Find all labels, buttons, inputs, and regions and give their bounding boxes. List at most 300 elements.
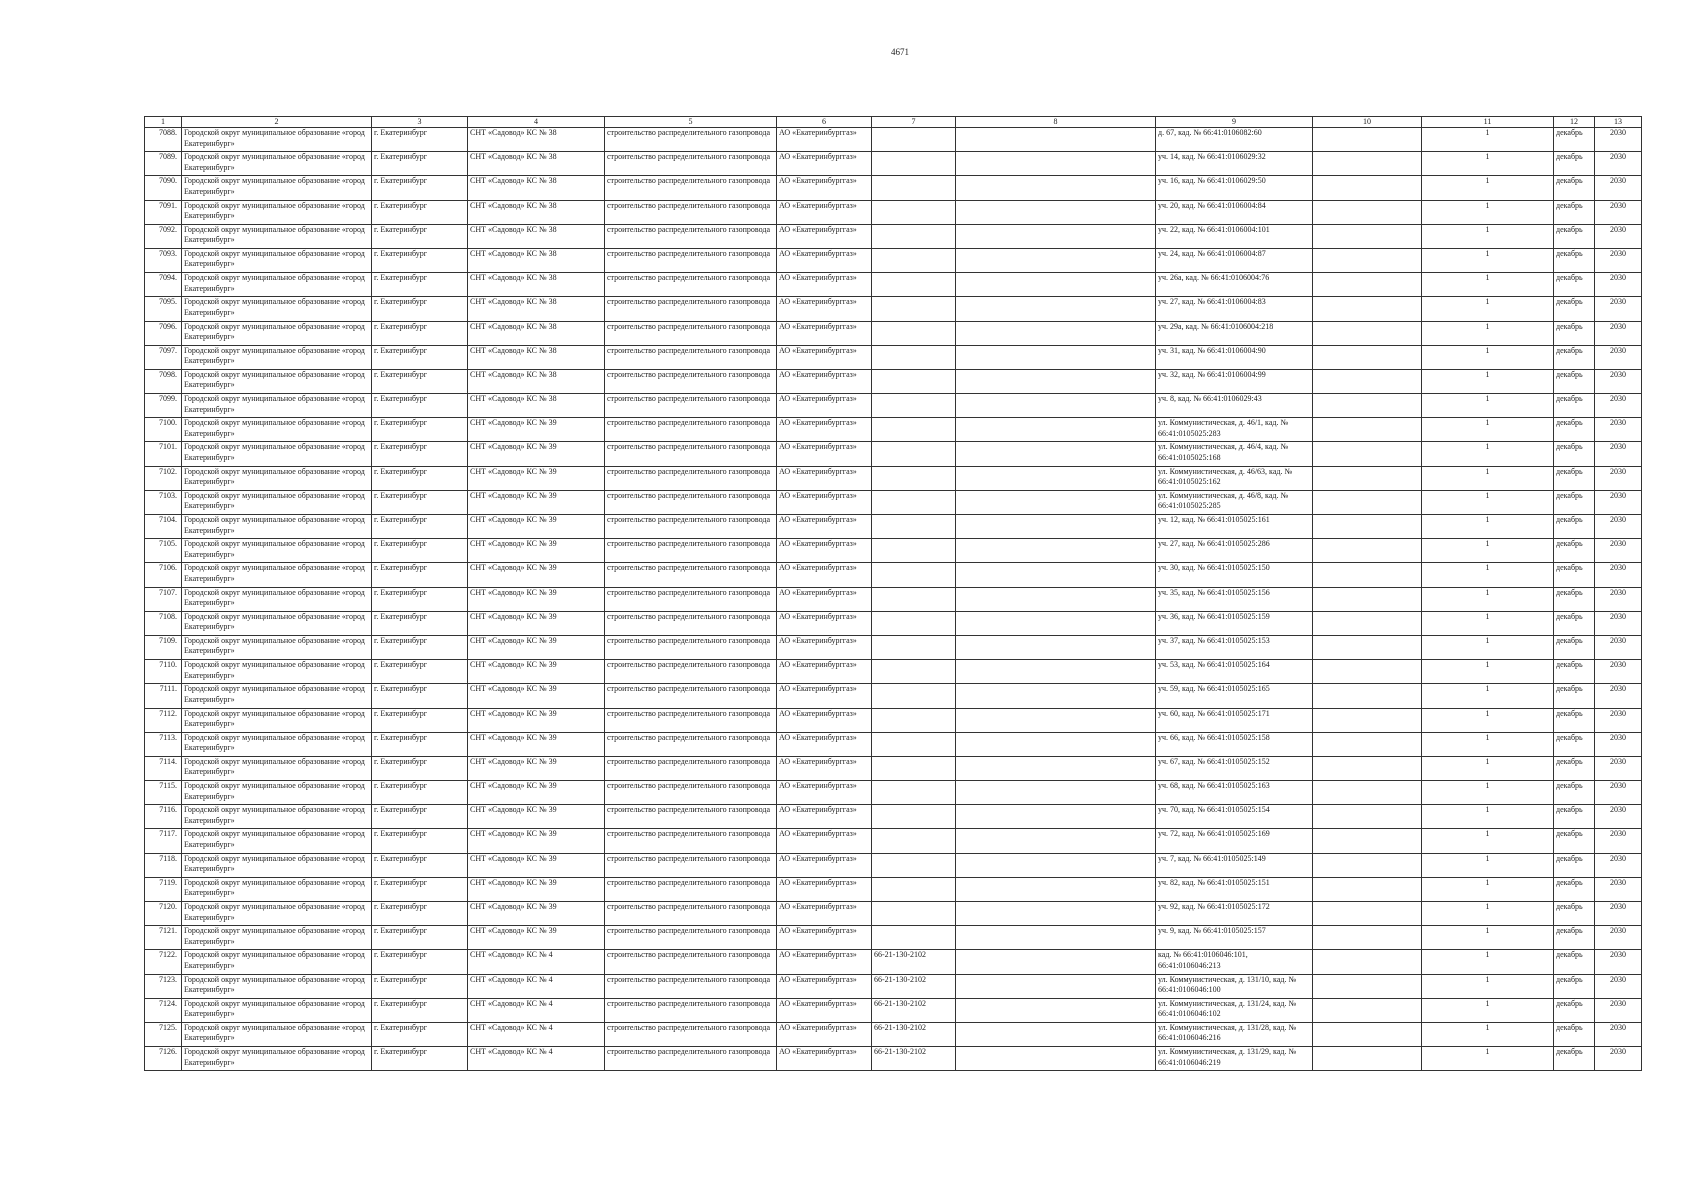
address-cell: кад. № 66:41:0106046:101, 66:41:0106046:213 <box>1156 950 1313 974</box>
row-number: 7109. <box>145 635 182 659</box>
quantity-cell: 1 <box>1422 442 1554 466</box>
quantity-cell: 1 <box>1422 200 1554 224</box>
empty-cell <box>1313 732 1422 756</box>
quantity-cell: 1 <box>1422 611 1554 635</box>
activity-cell: строительство распределительного газопровода <box>605 466 777 490</box>
city-cell: г. Екатеринбург <box>372 128 468 152</box>
row-number: 7100. <box>145 418 182 442</box>
year-cell: 2030 <box>1595 926 1642 950</box>
address-cell: уч. 31, кад. № 66:41:0106004:90 <box>1156 345 1313 369</box>
empty-cell <box>956 1047 1156 1071</box>
empty-cell <box>1313 176 1422 200</box>
address-cell: ул. Коммунистическая, д. 131/24, кад. № 66:41:0106046:102 <box>1156 998 1313 1022</box>
empty-cell <box>1313 200 1422 224</box>
row-number: 7095. <box>145 297 182 321</box>
table-row <box>145 708 1642 732</box>
empty-cell <box>1313 756 1422 780</box>
table-row <box>145 950 1642 974</box>
row-number: 7110. <box>145 660 182 684</box>
activity-cell: строительство распределительного газопровода <box>605 176 777 200</box>
empty-cell <box>956 321 1156 345</box>
row-number: 7091. <box>145 200 182 224</box>
year-cell: 2030 <box>1595 635 1642 659</box>
activity-cell: строительство распределительного газопровода <box>605 708 777 732</box>
year-cell: 2030 <box>1595 394 1642 418</box>
empty-cell <box>956 563 1156 587</box>
table-row <box>145 902 1642 926</box>
table-row <box>145 418 1642 442</box>
year-cell: 2030 <box>1595 539 1642 563</box>
row-number: 7125. <box>145 1022 182 1046</box>
month-cell: декабрь <box>1554 950 1595 974</box>
year-cell: 2030 <box>1595 684 1642 708</box>
activity-cell: строительство распределительного газопровода <box>605 611 777 635</box>
activity-cell: строительство распределительного газопровода <box>605 394 777 418</box>
quantity-cell: 1 <box>1422 539 1554 563</box>
address-cell: ул. Коммунистическая, д. 131/10, кад. № 66:41:0106046:100 <box>1156 974 1313 998</box>
year-cell: 2030 <box>1595 974 1642 998</box>
city-cell: г. Екатеринбург <box>372 466 468 490</box>
code-cell <box>872 563 956 587</box>
month-cell: декабрь <box>1554 539 1595 563</box>
empty-cell <box>956 466 1156 490</box>
empty-cell <box>1313 248 1422 272</box>
year-cell: 2030 <box>1595 732 1642 756</box>
code-cell <box>872 273 956 297</box>
year-cell: 2030 <box>1595 490 1642 514</box>
municipality-cell: Городской округ муниципальное образование «город Екатеринбург» <box>182 829 372 853</box>
object-cell: СНТ «Садовод» КС № 39 <box>468 587 605 611</box>
object-cell: СНТ «Садовод» КС № 38 <box>468 297 605 321</box>
organization-cell: АО «Екатеринбурггаз» <box>777 635 872 659</box>
code-cell <box>872 418 956 442</box>
empty-cell <box>1313 926 1422 950</box>
month-cell: декабрь <box>1554 853 1595 877</box>
year-cell: 2030 <box>1595 515 1642 539</box>
year-cell: 2030 <box>1595 660 1642 684</box>
activity-cell: строительство распределительного газопровода <box>605 152 777 176</box>
organization-cell: АО «Екатеринбурггаз» <box>777 877 872 901</box>
year-cell: 2030 <box>1595 1022 1642 1046</box>
organization-cell: АО «Екатеринбурггаз» <box>777 1047 872 1071</box>
municipality-cell: Городской округ муниципальное образование «город Екатеринбург» <box>182 926 372 950</box>
year-cell: 2030 <box>1595 128 1642 152</box>
activity-cell: строительство распределительного газопровода <box>605 490 777 514</box>
address-cell: уч. 30, кад. № 66:41:0105025:150 <box>1156 563 1313 587</box>
organization-cell: АО «Екатеринбурггаз» <box>777 587 872 611</box>
row-number: 7108. <box>145 611 182 635</box>
table-row <box>145 877 1642 901</box>
object-cell: СНТ «Садовод» КС № 38 <box>468 152 605 176</box>
quantity-cell: 1 <box>1422 345 1554 369</box>
address-cell: уч. 59, кад. № 66:41:0105025:165 <box>1156 684 1313 708</box>
object-cell: СНТ «Садовод» КС № 39 <box>468 490 605 514</box>
activity-cell: строительство распределительного газопровода <box>605 950 777 974</box>
municipality-cell: Городской округ муниципальное образование «город Екатеринбург» <box>182 563 372 587</box>
organization-cell: АО «Екатеринбурггаз» <box>777 176 872 200</box>
empty-cell <box>1313 369 1422 393</box>
empty-cell <box>956 877 1156 901</box>
address-cell: д. 67, кад. № 66:41:0106082:60 <box>1156 128 1313 152</box>
code-cell <box>872 466 956 490</box>
city-cell: г. Екатеринбург <box>372 297 468 321</box>
address-cell: ул. Коммунистическая, д. 131/28, кад. № 66:41:0106046:216 <box>1156 1022 1313 1046</box>
code-cell: 66-21-130-2102 <box>872 1022 956 1046</box>
quantity-cell: 1 <box>1422 152 1554 176</box>
organization-cell: АО «Екатеринбурггаз» <box>777 829 872 853</box>
row-number: 7088. <box>145 128 182 152</box>
city-cell: г. Екатеринбург <box>372 563 468 587</box>
table-row <box>145 660 1642 684</box>
organization-cell: АО «Екатеринбурггаз» <box>777 611 872 635</box>
code-cell: 66-21-130-2102 <box>872 950 956 974</box>
table-row <box>145 128 1642 152</box>
city-cell: г. Екатеринбург <box>372 660 468 684</box>
activity-cell: строительство распределительного газопровода <box>605 660 777 684</box>
empty-cell <box>956 248 1156 272</box>
year-cell: 2030 <box>1595 756 1642 780</box>
municipality-cell: Городской округ муниципальное образование «город Екатеринбург» <box>182 635 372 659</box>
city-cell: г. Екатеринбург <box>372 805 468 829</box>
municipality-cell: Городской округ муниципальное образование «город Екатеринбург» <box>182 200 372 224</box>
city-cell: г. Екатеринбург <box>372 877 468 901</box>
organization-cell: АО «Екатеринбурггаз» <box>777 732 872 756</box>
month-cell: декабрь <box>1554 635 1595 659</box>
empty-cell <box>1313 998 1422 1022</box>
row-number: 7122. <box>145 950 182 974</box>
address-cell: ул. Коммунистическая, д. 46/8, кад. № 66:41:0105025:285 <box>1156 490 1313 514</box>
year-cell: 2030 <box>1595 442 1642 466</box>
city-cell: г. Екатеринбург <box>372 539 468 563</box>
row-number: 7099. <box>145 394 182 418</box>
city-cell: г. Екатеринбург <box>372 732 468 756</box>
column-header: 9 <box>1156 117 1313 128</box>
year-cell: 2030 <box>1595 200 1642 224</box>
quantity-cell: 1 <box>1422 950 1554 974</box>
table-row <box>145 273 1642 297</box>
table-header <box>145 117 1642 128</box>
code-cell <box>872 248 956 272</box>
table-row <box>145 635 1642 659</box>
address-cell: уч. 82, кад. № 66:41:0105025:151 <box>1156 877 1313 901</box>
municipality-cell: Городской округ муниципальное образование «город Екатеринбург» <box>182 345 372 369</box>
activity-cell: строительство распределительного газопровода <box>605 781 777 805</box>
object-cell: СНТ «Садовод» КС № 39 <box>468 926 605 950</box>
city-cell: г. Екатеринбург <box>372 369 468 393</box>
empty-cell <box>1313 805 1422 829</box>
empty-cell <box>1313 297 1422 321</box>
code-cell <box>872 176 956 200</box>
activity-cell: строительство распределительного газопровода <box>605 128 777 152</box>
organization-cell: АО «Екатеринбурггаз» <box>777 394 872 418</box>
code-cell <box>872 684 956 708</box>
year-cell: 2030 <box>1595 321 1642 345</box>
code-cell <box>872 635 956 659</box>
address-cell: уч. 29а, кад. № 66:41:0106004:218 <box>1156 321 1313 345</box>
column-header: 12 <box>1554 117 1595 128</box>
row-number: 7096. <box>145 321 182 345</box>
municipality-cell: Городской округ муниципальное образование «город Екатеринбург» <box>182 442 372 466</box>
object-cell: СНТ «Садовод» КС № 39 <box>468 805 605 829</box>
object-cell: СНТ «Садовод» КС № 39 <box>468 708 605 732</box>
empty-cell <box>1313 950 1422 974</box>
table-row <box>145 853 1642 877</box>
row-number: 7121. <box>145 926 182 950</box>
code-cell <box>872 587 956 611</box>
organization-cell: АО «Екатеринбурггаз» <box>777 224 872 248</box>
organization-cell: АО «Екатеринбурггаз» <box>777 902 872 926</box>
address-cell: ул. Коммунистическая, д. 46/1, кад. № 66:41:0105025:283 <box>1156 418 1313 442</box>
city-cell: г. Екатеринбург <box>372 394 468 418</box>
activity-cell: строительство распределительного газопровода <box>605 321 777 345</box>
quantity-cell: 1 <box>1422 224 1554 248</box>
table-row <box>145 587 1642 611</box>
object-cell: СНТ «Садовод» КС № 39 <box>468 684 605 708</box>
code-cell <box>872 853 956 877</box>
quantity-cell: 1 <box>1422 515 1554 539</box>
month-cell: декабрь <box>1554 926 1595 950</box>
empty-cell <box>1313 1022 1422 1046</box>
empty-cell <box>956 974 1156 998</box>
municipality-cell: Городской округ муниципальное образование «город Екатеринбург» <box>182 248 372 272</box>
address-cell: уч. 20, кад. № 66:41:0106004:84 <box>1156 200 1313 224</box>
table-row <box>145 466 1642 490</box>
empty-cell <box>956 660 1156 684</box>
quantity-cell: 1 <box>1422 128 1554 152</box>
organization-cell: АО «Екатеринбурггаз» <box>777 369 872 393</box>
empty-cell <box>956 611 1156 635</box>
organization-cell: АО «Екатеринбурггаз» <box>777 273 872 297</box>
row-number: 7104. <box>145 515 182 539</box>
year-cell: 2030 <box>1595 418 1642 442</box>
activity-cell: строительство распределительного газопровода <box>605 684 777 708</box>
organization-cell: АО «Екатеринбурггаз» <box>777 152 872 176</box>
row-number: 7106. <box>145 563 182 587</box>
table-row <box>145 611 1642 635</box>
code-cell: 66-21-130-2102 <box>872 974 956 998</box>
municipality-cell: Городской округ муниципальное образование «город Екатеринбург» <box>182 1047 372 1071</box>
code-cell <box>872 756 956 780</box>
address-cell: уч. 24, кад. № 66:41:0106004:87 <box>1156 248 1313 272</box>
quantity-cell: 1 <box>1422 684 1554 708</box>
quantity-cell: 1 <box>1422 321 1554 345</box>
month-cell: декабрь <box>1554 684 1595 708</box>
quantity-cell: 1 <box>1422 466 1554 490</box>
month-cell: декабрь <box>1554 128 1595 152</box>
address-cell: ул. Коммунистическая, д. 131/29, кад. № 66:41:0106046:219 <box>1156 1047 1313 1071</box>
month-cell: декабрь <box>1554 756 1595 780</box>
object-cell: СНТ «Садовод» КС № 39 <box>468 902 605 926</box>
empty-cell <box>1313 321 1422 345</box>
empty-cell <box>1313 853 1422 877</box>
municipality-cell: Городской округ муниципальное образование «город Екатеринбург» <box>182 515 372 539</box>
activity-cell: строительство распределительного газопровода <box>605 877 777 901</box>
empty-cell <box>1313 902 1422 926</box>
activity-cell: строительство распределительного газопровода <box>605 805 777 829</box>
object-cell: СНТ «Садовод» КС № 39 <box>468 660 605 684</box>
city-cell: г. Екатеринбург <box>372 273 468 297</box>
address-cell: уч. 37, кад. № 66:41:0105025:153 <box>1156 635 1313 659</box>
quantity-cell: 1 <box>1422 563 1554 587</box>
municipality-cell: Городской округ муниципальное образование «город Екатеринбург» <box>182 611 372 635</box>
month-cell: декабрь <box>1554 611 1595 635</box>
empty-cell <box>956 756 1156 780</box>
address-cell: уч. 70, кад. № 66:41:0105025:154 <box>1156 805 1313 829</box>
quantity-cell: 1 <box>1422 805 1554 829</box>
activity-cell: строительство распределительного газопровода <box>605 224 777 248</box>
empty-cell <box>1313 611 1422 635</box>
address-cell: уч. 32, кад. № 66:41:0106004:99 <box>1156 369 1313 393</box>
object-cell: СНТ «Садовод» КС № 39 <box>468 877 605 901</box>
quantity-cell: 1 <box>1422 926 1554 950</box>
row-number: 7094. <box>145 273 182 297</box>
address-cell: уч. 60, кад. № 66:41:0105025:171 <box>1156 708 1313 732</box>
year-cell: 2030 <box>1595 877 1642 901</box>
empty-cell <box>1313 635 1422 659</box>
row-number: 7115. <box>145 781 182 805</box>
empty-cell <box>1313 345 1422 369</box>
city-cell: г. Екатеринбург <box>372 998 468 1022</box>
empty-cell <box>956 829 1156 853</box>
municipality-cell: Городской округ муниципальное образование «город Екатеринбург» <box>182 224 372 248</box>
quantity-cell: 1 <box>1422 732 1554 756</box>
quantity-cell: 1 <box>1422 998 1554 1022</box>
municipality-cell: Городской округ муниципальное образование «город Екатеринбург» <box>182 321 372 345</box>
code-cell: 66-21-130-2102 <box>872 998 956 1022</box>
empty-cell <box>1313 490 1422 514</box>
table-row <box>145 539 1642 563</box>
empty-cell <box>956 297 1156 321</box>
code-cell <box>872 660 956 684</box>
month-cell: декабрь <box>1554 224 1595 248</box>
object-cell: СНТ «Садовод» КС № 39 <box>468 539 605 563</box>
row-number: 7114. <box>145 756 182 780</box>
object-cell: СНТ «Садовод» КС № 39 <box>468 853 605 877</box>
object-cell: СНТ «Садовод» КС № 38 <box>468 248 605 272</box>
table-body <box>145 128 1642 1071</box>
code-cell <box>872 611 956 635</box>
row-number: 7103. <box>145 490 182 514</box>
activity-cell: строительство распределительного газопровода <box>605 248 777 272</box>
object-cell: СНТ «Садовод» КС № 4 <box>468 1047 605 1071</box>
month-cell: декабрь <box>1554 490 1595 514</box>
quantity-cell: 1 <box>1422 829 1554 853</box>
empty-cell <box>1313 394 1422 418</box>
empty-cell <box>1313 539 1422 563</box>
municipality-cell: Городской округ муниципальное образование «город Екатеринбург» <box>182 684 372 708</box>
empty-cell <box>956 418 1156 442</box>
address-cell: уч. 9, кад. № 66:41:0105025:157 <box>1156 926 1313 950</box>
table-row <box>145 345 1642 369</box>
month-cell: декабрь <box>1554 394 1595 418</box>
column-header: 13 <box>1595 117 1642 128</box>
quantity-cell: 1 <box>1422 853 1554 877</box>
municipality-cell: Городской округ муниципальное образование «город Екатеринбург» <box>182 369 372 393</box>
year-cell: 2030 <box>1595 1047 1642 1071</box>
empty-cell <box>956 152 1156 176</box>
empty-cell <box>1313 563 1422 587</box>
activity-cell: строительство распределительного газопровода <box>605 853 777 877</box>
empty-cell <box>1313 466 1422 490</box>
empty-cell <box>956 902 1156 926</box>
quantity-cell: 1 <box>1422 902 1554 926</box>
code-cell <box>872 128 956 152</box>
table-row <box>145 563 1642 587</box>
empty-cell <box>956 273 1156 297</box>
address-cell: уч. 67, кад. № 66:41:0105025:152 <box>1156 756 1313 780</box>
municipality-cell: Городской округ муниципальное образование «город Екатеринбург» <box>182 853 372 877</box>
municipality-cell: Городской округ муниципальное образование «город Екатеринбург» <box>182 394 372 418</box>
column-header: 6 <box>777 117 872 128</box>
municipality-cell: Городской округ муниципальное образование «город Екатеринбург» <box>182 152 372 176</box>
year-cell: 2030 <box>1595 950 1642 974</box>
object-cell: СНТ «Садовод» КС № 38 <box>468 128 605 152</box>
empty-cell <box>956 950 1156 974</box>
month-cell: декабрь <box>1554 1047 1595 1071</box>
month-cell: декабрь <box>1554 1022 1595 1046</box>
empty-cell <box>956 853 1156 877</box>
municipality-cell: Городской округ муниципальное образование «город Екатеринбург» <box>182 297 372 321</box>
empty-cell <box>956 708 1156 732</box>
year-cell: 2030 <box>1595 781 1642 805</box>
empty-cell <box>1313 974 1422 998</box>
month-cell: декабрь <box>1554 369 1595 393</box>
month-cell: декабрь <box>1554 176 1595 200</box>
organization-cell: АО «Екатеринбурггаз» <box>777 321 872 345</box>
organization-cell: АО «Екатеринбурггаз» <box>777 998 872 1022</box>
empty-cell <box>1313 1047 1422 1071</box>
column-header: 10 <box>1313 117 1422 128</box>
organization-cell: АО «Екатеринбурггаз» <box>777 974 872 998</box>
header-row <box>145 117 1642 128</box>
empty-cell <box>956 805 1156 829</box>
code-cell <box>872 829 956 853</box>
organization-cell: АО «Екатеринбурггаз» <box>777 853 872 877</box>
column-header: 4 <box>468 117 605 128</box>
quantity-cell: 1 <box>1422 394 1554 418</box>
address-cell: уч. 14, кад. № 66:41:0106029:32 <box>1156 152 1313 176</box>
organization-cell: АО «Екатеринбурггаз» <box>777 805 872 829</box>
object-cell: СНТ «Садовод» КС № 39 <box>468 466 605 490</box>
empty-cell <box>1313 587 1422 611</box>
quantity-cell: 1 <box>1422 248 1554 272</box>
table-row <box>145 515 1642 539</box>
organization-cell: АО «Екатеринбурггаз» <box>777 515 872 539</box>
month-cell: декабрь <box>1554 297 1595 321</box>
empty-cell <box>956 224 1156 248</box>
city-cell: г. Екатеринбург <box>372 974 468 998</box>
empty-cell <box>1313 128 1422 152</box>
address-cell: ул. Коммунистическая, д. 46/63, кад. № 66:41:0105025:162 <box>1156 466 1313 490</box>
table-row <box>145 369 1642 393</box>
row-number: 7107. <box>145 587 182 611</box>
activity-cell: строительство распределительного газопровода <box>605 756 777 780</box>
quantity-cell: 1 <box>1422 418 1554 442</box>
year-cell: 2030 <box>1595 708 1642 732</box>
address-cell: уч. 22, кад. № 66:41:0106004:101 <box>1156 224 1313 248</box>
city-cell: г. Екатеринбург <box>372 515 468 539</box>
object-cell: СНТ «Садовод» КС № 38 <box>468 200 605 224</box>
month-cell: декабрь <box>1554 877 1595 901</box>
empty-cell <box>956 1022 1156 1046</box>
object-cell: СНТ «Садовод» КС № 38 <box>468 273 605 297</box>
empty-cell <box>956 732 1156 756</box>
empty-cell <box>1313 515 1422 539</box>
activity-cell: строительство распределительного газопровода <box>605 515 777 539</box>
code-cell <box>872 394 956 418</box>
empty-cell <box>1313 442 1422 466</box>
address-cell: уч. 16, кад. № 66:41:0106029:50 <box>1156 176 1313 200</box>
